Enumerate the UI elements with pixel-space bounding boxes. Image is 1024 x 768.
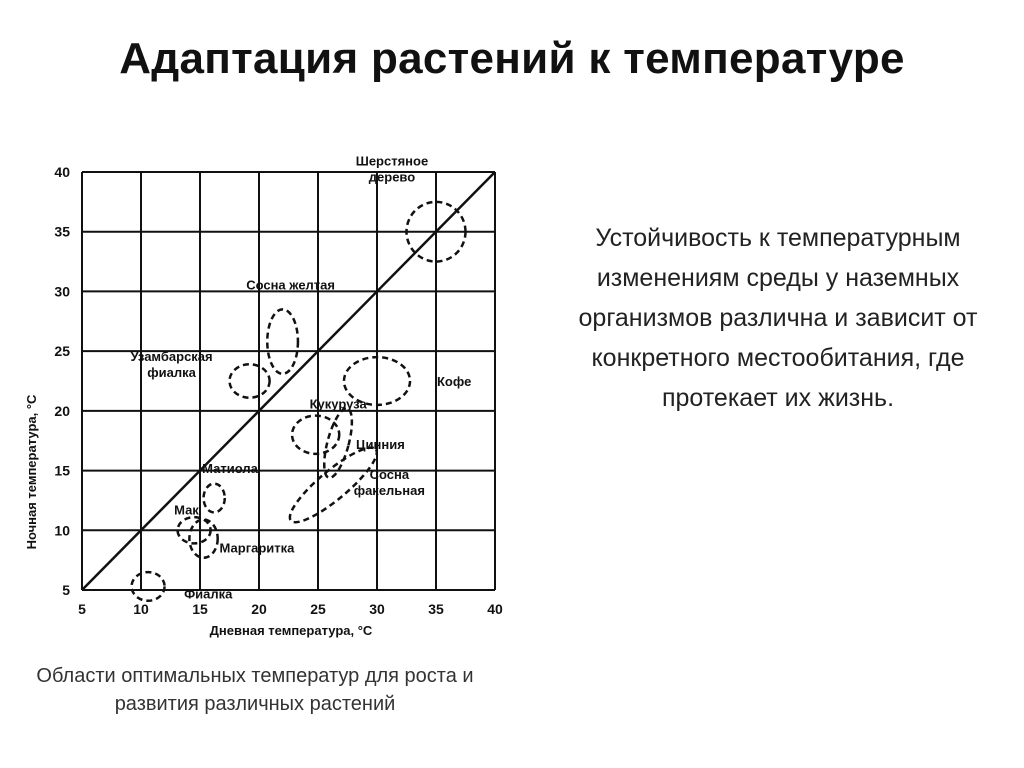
region-label: Фиалка <box>184 586 233 602</box>
region-label: Сосна факельная <box>353 466 425 498</box>
x-tick-label: 30 <box>369 601 385 617</box>
y-axis-label: Ночная температура, °С <box>24 394 39 550</box>
region-label: Мак <box>174 502 199 518</box>
region-label: Сосна желтая <box>246 277 336 293</box>
y-tick-label: 40 <box>54 164 70 180</box>
region-ellipse <box>132 572 165 601</box>
region-label: Цинния <box>356 437 405 453</box>
x-tick-label: 25 <box>310 601 326 617</box>
region-label: Кукуруза <box>309 396 367 412</box>
region-label: Кофе <box>437 374 472 389</box>
region <box>174 502 211 543</box>
region-ellipse <box>204 484 225 513</box>
x-axis-label: Дневная температура, °С <box>209 623 373 638</box>
region-ellipse <box>230 364 270 397</box>
region-label: Маргаритка <box>219 540 295 556</box>
region-label: Шерстяное дерево <box>355 153 429 185</box>
description-text: Устойчивость к температурным изменениям среды у наземных организмов различна и зависит от конкретного местообитания, где протекает их жизнь. <box>578 224 978 412</box>
region-ellipse <box>292 416 339 454</box>
region <box>356 154 466 262</box>
y-tick-label: 20 <box>54 402 70 419</box>
y-tick-label: 15 <box>54 462 70 479</box>
region-label: Матиола <box>202 461 258 477</box>
regions <box>130 154 471 602</box>
diagonal-line <box>82 172 495 590</box>
page-title: Адаптация растений к температуре <box>119 34 905 83</box>
y-tick-label: 10 <box>54 522 70 539</box>
y-ticks <box>54 164 70 598</box>
x-ticks <box>78 601 503 617</box>
x-tick-label: 10 <box>133 601 149 617</box>
y-tick-label: 35 <box>54 223 70 240</box>
chart-caption: Области оптимальных температур для роста и развития различных растений <box>36 665 474 715</box>
region <box>132 572 234 601</box>
y-tick-label: 30 <box>54 283 70 300</box>
x-tick-label: 20 <box>251 601 267 617</box>
x-tick-label: 5 <box>78 601 86 617</box>
x-tick-label: 35 <box>428 601 444 617</box>
x-tick-label: 15 <box>192 601 208 617</box>
region-label: Узамбарская фиалка <box>130 349 213 380</box>
region <box>202 461 258 512</box>
region-ellipse <box>267 309 298 373</box>
region-ellipse <box>189 520 217 558</box>
temperature-chart <box>10 150 530 650</box>
y-tick-label: 25 <box>54 343 70 360</box>
region-ellipse <box>319 406 358 481</box>
x-tick-label: 40 <box>487 601 503 617</box>
y-tick-label: 5 <box>62 582 70 598</box>
